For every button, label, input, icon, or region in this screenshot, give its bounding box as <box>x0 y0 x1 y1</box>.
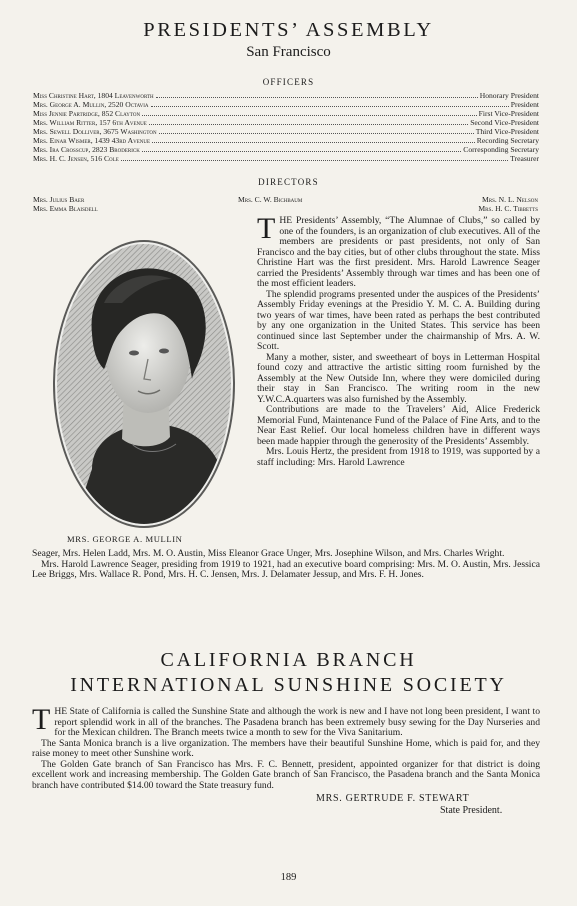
officer-name: Miss Christine Hart, 1804 Leavenworth <box>33 91 154 100</box>
officer-title: Corresponding Secretary <box>463 144 539 154</box>
officer-title: Second Vice-President <box>470 117 539 127</box>
officer-name: Mrs. Ira Crosscup, 2823 Broderick <box>33 144 140 154</box>
officer-row <box>33 155 539 164</box>
director-name: Mrs. H. C. Tibbetts <box>478 204 538 213</box>
portrait-caption: MRS. GEORGE A. MULLIN <box>67 534 183 544</box>
article-paragraph: Mrs. Harold Lawrence Seager, presiding from 1919 to 1921, had an executive board comprising: Mrs. M. O. Austin, Mrs. Jessica Lee Briggs, Mrs. Wallace R. Pond, Mrs. H. C. Jensen, Mrs. J. Delamater Jessup, and Mrs. F. H. Jones. <box>32 558 540 580</box>
officer-name: Mrs. Sewell Dolliver, 3675 Washington <box>33 126 157 136</box>
officers-list <box>33 92 539 164</box>
directors-left <box>33 195 98 213</box>
officer-name: Mrs. Einar Wismer, 1439 43rd Avenue <box>33 135 151 145</box>
director-name: Mrs. Julius Baer <box>33 195 85 204</box>
section2-paragraph: The Golden Gate branch of San Francisco has Mrs. F. C. Bennett, president, appointed organizer for that district is doing excellent work and increasing membership. The Golden Gate branch of San Francisco, the Pasadena branch and the Santa Monica branch have contributed $14.00 toward the State treasury fund. <box>32 758 540 791</box>
officer-title: First Vice-President <box>478 108 539 118</box>
officer-title: President <box>510 99 539 109</box>
director-name: Mrs. Emma Blaisdell <box>33 204 98 213</box>
signature-title: State President. <box>440 805 503 816</box>
article-paragraph: Mrs. Louis Hertz, the president from 1918 to 1919, was supported by a staff including: Mrs. Harold Lawrence <box>257 446 540 468</box>
section-title-line2: INTERNATIONAL SUNSHINE SOCIETY <box>70 674 507 696</box>
page-number: 189 <box>280 872 297 883</box>
officer-title: Recording Secretary <box>476 135 539 145</box>
section2-paragraph: HE State of California is called the Sunshine State and although the work is new and I have not long been president, I want to report splendid work in all of the branches. The Pasadena branch has been extremely busy sewing for the Day Nurseries and for the Mexican children. The Branch meets twice a month to sew for the Viva Sanitarium. <box>54 706 540 738</box>
section2-body <box>32 703 540 791</box>
officers-heading: OFFICERS <box>262 77 315 87</box>
directors-right <box>452 195 538 213</box>
drop-cap: T <box>32 703 51 736</box>
article-paragraph: Contributions are made to the Travelers’ Aid, Alice Frederick Memorial Fund, Maintenance Fund of the Palace of Fine Arts, and to the Near East Relief. Our local homeless children have in different ways been made happier through the generosity of the Presidents’ Assembly. <box>257 404 540 447</box>
article-continuation <box>32 549 540 581</box>
article-paragraph: Many a mother, sister, and sweetheart of boys in Letterman Hospital found cozy and attractive the artistic sitting room furnished by the Assembly at the New Outside Inn, where they were domiciled during their stay in San Francisco. The writing room in the new Y.W.C.A.quarters was also furnished by the Assembly. <box>257 351 540 405</box>
section-title-line1: CALIFORNIA BRANCH <box>160 649 417 671</box>
article-paragraph: The splendid programs presented under the auspices of the Presidents’ Assembly Friday evenings at the Presidio Y. M. C. A. Building during two years of war times, have been rated as perhaps the best contributed by any one organization in the United States. This service has been continued since last September under the chairmanship of Mrs. A. W. Scott. <box>257 288 540 352</box>
director-name: Mrs. C. W. Bichbaum <box>238 195 303 204</box>
drop-cap: T <box>257 212 276 245</box>
page-title: PRESIDENTS’ ASSEMBLY <box>143 19 434 41</box>
page-subtitle: San Francisco <box>246 44 331 60</box>
article-paragraph: Seager, Mrs. Helen Ladd, Mrs. M. O. Austin, Miss Eleanor Grace Unger, Mrs. Josephine Wilson, and Mrs. Charles Wright. <box>32 548 505 559</box>
article-column <box>257 212 540 468</box>
officer-name: Mrs. H. C. Jensen, 516 Cole <box>33 153 119 163</box>
portrait-photo <box>52 239 236 529</box>
officer-name: Miss Jennie Partridge, 852 Clayton <box>33 108 141 118</box>
director-name: Mrs. N. L. Nelson <box>482 195 538 204</box>
officer-title: Honorary President <box>479 91 539 100</box>
officer-name: Mrs. William Ritter, 157 6th Avenue <box>33 117 147 127</box>
article-paragraph: HE Presidents’ Assembly, “The Alumnae of Clubs,” so called by one of the founders, is an organization of club executives. All of the members are presidents or past presidents, not only of San Francisco and the bay cities, but of other clubs throughout the state. Miss Christine Hart was the first president. Mrs. Harold Lawrence Seager carried the Presidents’ Assembly through war times and has been one of the most efficient leaders. <box>257 215 540 289</box>
officer-title: Treasurer <box>510 153 539 163</box>
officer-title: Third Vice-President <box>475 126 539 136</box>
signature-name: MRS. GERTRUDE F. STEWART <box>316 793 470 804</box>
section2-paragraph: The Santa Monica branch is a live organization. The members have their beautiful Sunshine Home, which is paid for, and they raise money to meet other Sunshine work. <box>32 737 540 759</box>
directors-heading: DIRECTORS <box>258 177 319 187</box>
directors-center <box>238 195 302 204</box>
officer-name: Mrs. George A. Mullin, 2520 Octavia <box>33 99 149 109</box>
